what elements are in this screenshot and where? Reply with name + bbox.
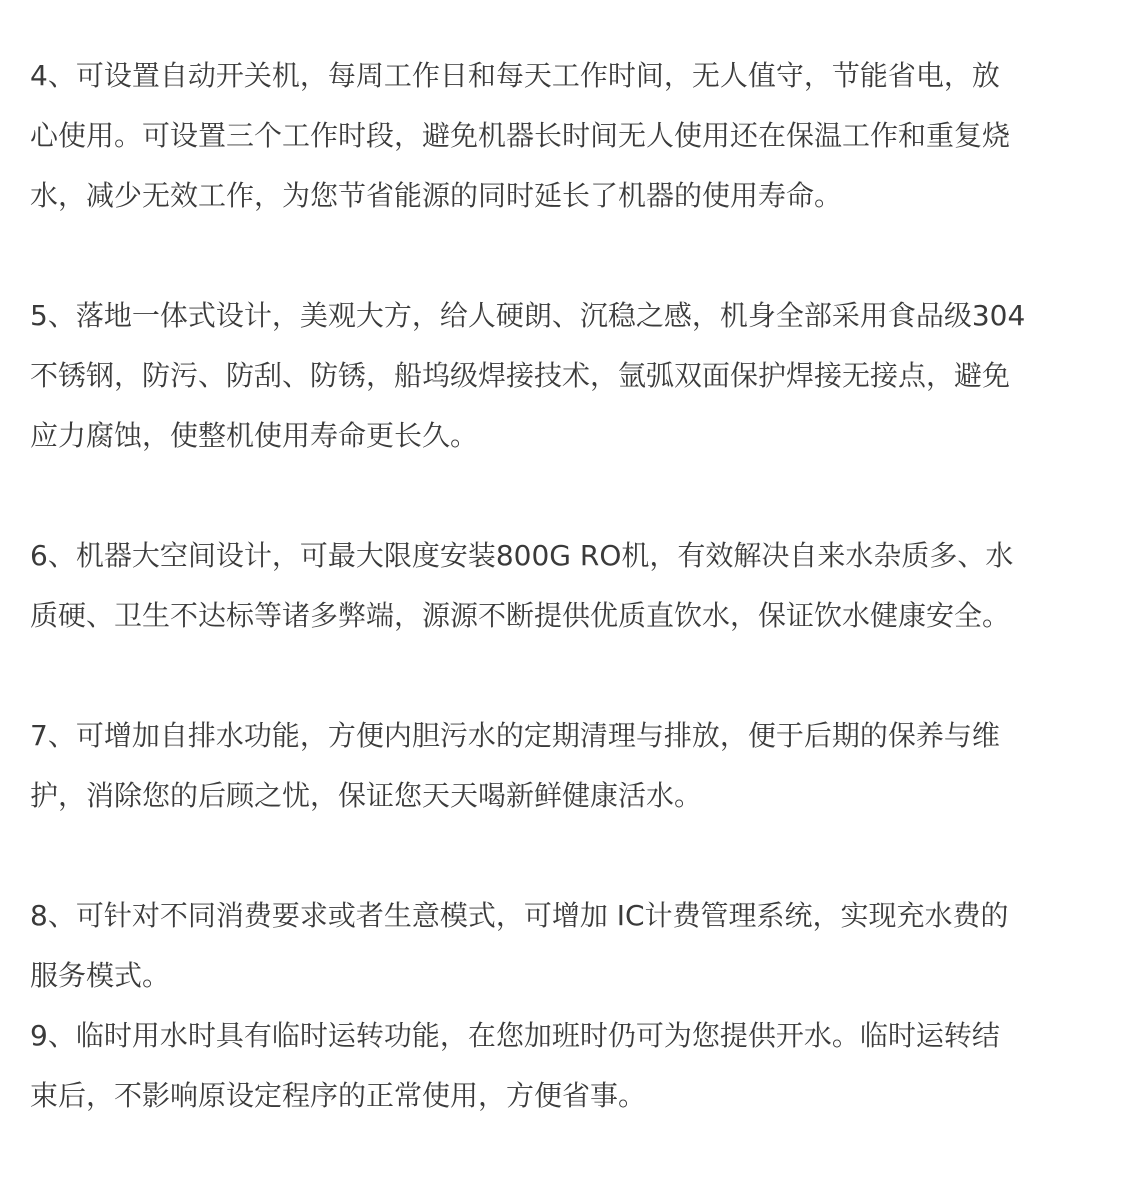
text-line: 7、可增加自排水功能，方便内胆污水的定期清理与排放，便于后期的保养与维 <box>30 719 1000 752</box>
text-line: 应力腐蚀，使整机使用寿命更长久。 <box>30 419 479 452</box>
feature-item-4 <box>30 46 1095 226</box>
feature-item-6 <box>30 526 1095 646</box>
feature-item-8 <box>30 886 1095 1006</box>
text-line: 束后，不影响原设定程序的正常使用，方便省事。 <box>30 1079 647 1112</box>
text-line: 4、可设置自动开关机，每周工作日和每天工作时间，无人值守，节能省电，放 <box>30 59 1000 92</box>
feature-item-5 <box>30 286 1095 466</box>
text-line: 8、可针对不同消费要求或者生意模式，可增加 IC计费管理系统，实现充水费的 <box>30 899 1009 932</box>
document-body <box>30 46 1095 1126</box>
text-line: 质硬、卫生不达标等诸多弊端，源源不断提供优质直饮水，保证饮水健康安全。 <box>30 599 1011 632</box>
paragraph-spacer <box>30 226 1095 286</box>
text-line: 6、机器大空间设计，可最大限度安装800G RO机，有效解决自来水杂质多、水 <box>30 539 1014 572</box>
text-line: 心使用。可设置三个工作时段，避免机器长时间无人使用还在保温工作和重复烧 <box>30 119 1011 152</box>
text-line: 服务模式。 <box>30 959 171 992</box>
text-line: 9、临时用水时具有临时运转功能，在您加班时仍可为您提供开水。临时运转结 <box>30 1019 1000 1052</box>
paragraph-spacer <box>30 826 1095 886</box>
feature-item-9 <box>30 1006 1095 1126</box>
text-line: 不锈钢，防污、防刮、防锈，船坞级焊接技术，氩弧双面保护焊接无接点，避免 <box>30 359 1011 392</box>
paragraph-spacer <box>30 646 1095 706</box>
feature-item-7 <box>30 706 1095 826</box>
text-line: 护，消除您的后顾之忧，保证您天天喝新鲜健康活水。 <box>30 779 703 812</box>
text-line: 水，减少无效工作，为您节省能源的同时延长了机器的使用寿命。 <box>30 179 843 212</box>
text-line: 5、落地一体式设计，美观大方，给人硬朗、沉稳之感，机身全部采用食品级304 <box>30 299 1026 332</box>
paragraph-spacer <box>30 466 1095 526</box>
